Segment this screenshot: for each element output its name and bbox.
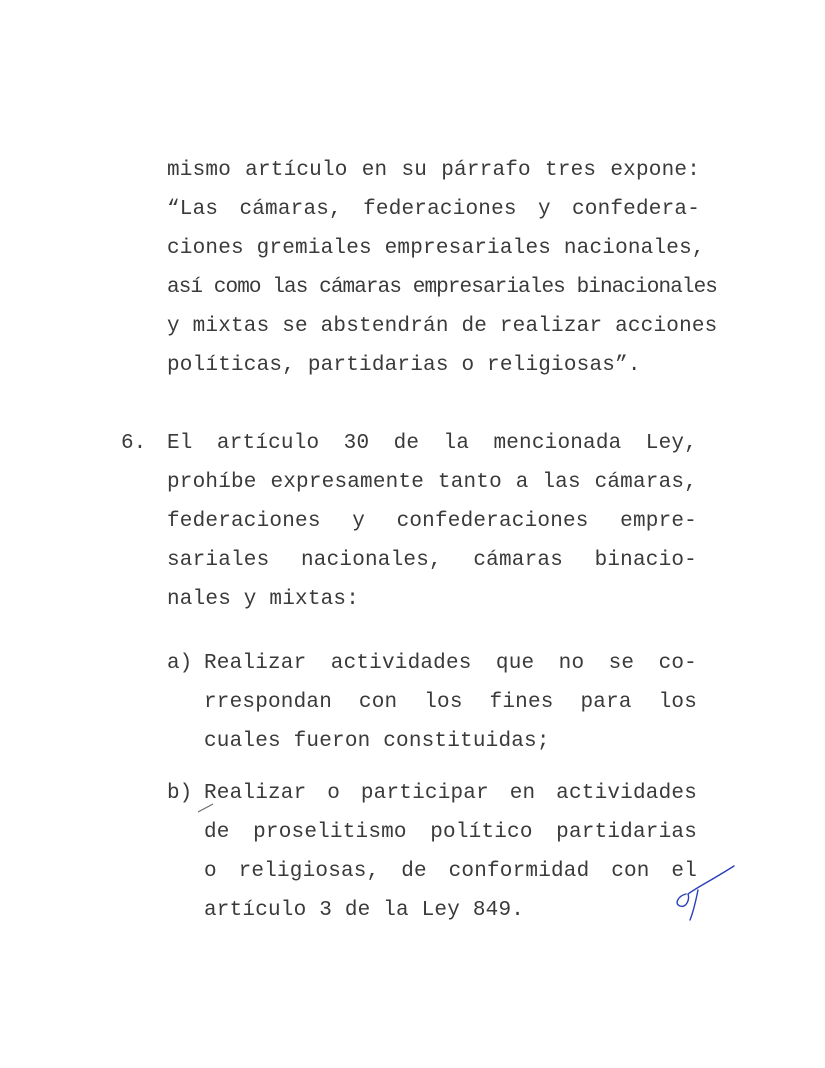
item-number: 6.: [121, 432, 147, 455]
text-line: El artículo 30 de la mencionada Ley,: [167, 432, 697, 455]
text-line: Realizar actividades que no se co-: [204, 652, 697, 675]
sub-item-label: b): [167, 782, 193, 805]
text-line: de proselitismo político partidarias: [204, 821, 697, 844]
text-line: cuales fueron constituidas;: [204, 730, 550, 753]
sub-item-label: a): [167, 652, 193, 675]
text-line: así como las cámaras empresariales binacionales: [167, 276, 717, 299]
text-line: ciones gremiales empresariales nacionales,: [167, 237, 705, 260]
text-line: mismo artículo en su párrafo tres expone:: [167, 159, 700, 182]
text-line: sariales nacionales, cámaras binacio-: [167, 549, 697, 572]
signature-initial: [668, 864, 738, 928]
text-line: nales y mixtas:: [167, 588, 360, 611]
text-line: prohíbe expresamente tanto a las cámaras,: [167, 471, 697, 494]
text-line: artículo 3 de la Ley 849.: [204, 899, 525, 922]
text-line: federaciones y confederaciones empre-: [167, 510, 697, 533]
text-line: rrespondan con los fines para los: [204, 691, 697, 714]
text-line: o religiosas, de conformidad con el: [204, 860, 697, 883]
text-line: “Las cámaras, federaciones y confedera-: [167, 198, 700, 221]
pen-mark: [196, 800, 216, 814]
text-line: políticas, partidarias o religiosas”.: [167, 354, 641, 377]
text-line: Realizar o participar en actividades: [204, 782, 697, 805]
text-line: y mixtas se abstendrán de realizar acciones: [167, 315, 718, 338]
